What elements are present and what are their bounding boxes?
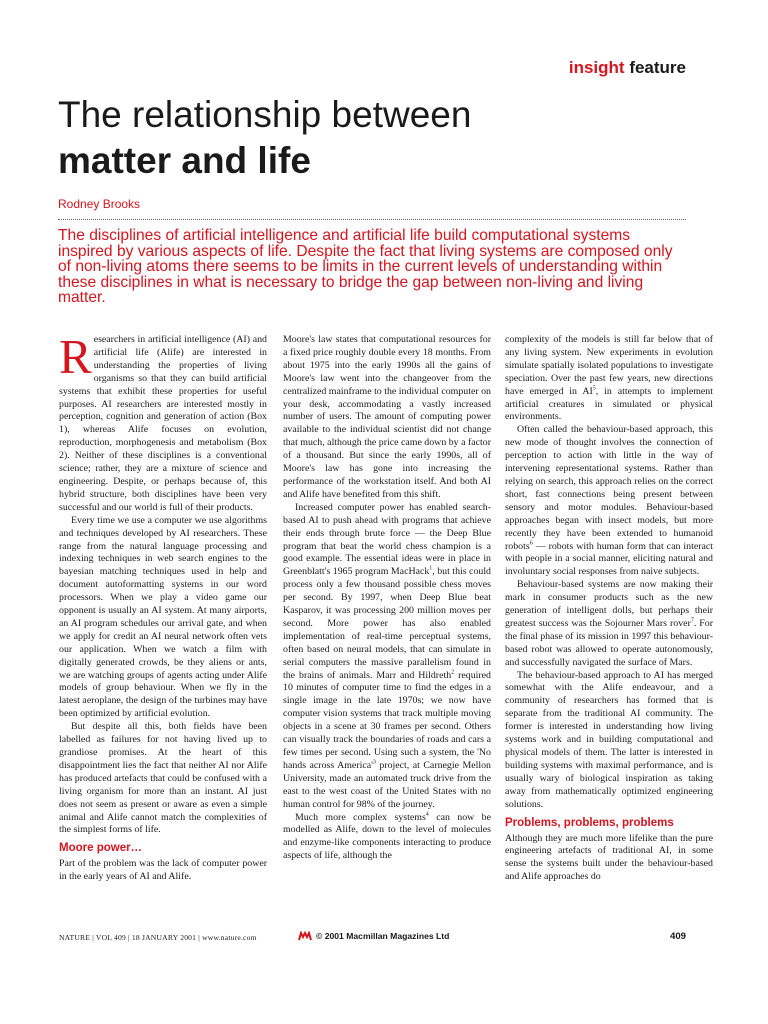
- reference-marker: 1: [429, 566, 433, 573]
- reference-marker: 5: [592, 385, 596, 392]
- section-rest: feature: [629, 58, 686, 77]
- paragraph: Part of the problem was the lack of computer power in the early years of AI and Alife.: [59, 858, 267, 883]
- reference-marker: 7: [690, 617, 694, 624]
- macmillan-logo-icon: [298, 931, 312, 941]
- reference-marker: 6: [529, 540, 533, 547]
- paragraph: Researchers in artificial intelligence (AI) and artificial life (Alife) are interested in understanding the properties of living organisms so that they can build artificial systems that exhibit these properties for useful purposes. AI researchers are interested mostly in perception, cognition and generation of action (Box 1), whereas Alife focuses on evolution, reproduction, morphogenesis and metabolism (Box 2). Neither of these disciplines is a conventional science; rather, they are a mixture of science and engineering. Despite, or perhaps because of, this hybrid structure, both disciplines have been very successful and our world is full of their products.: [59, 329, 267, 513]
- paragraph: Every time we use a computer we use algorithms and techniques developed by AI researchers. These range from the natural language processing and indexing techniques in web search engines to the bayesian matching techniques used in help and document autoformatting systems in our word processors. When we play a video game our opponent is usually an AI system. At many airports, an AI program schedules our arrival gate, and when we apply for credit an AI neural network often vets our application. When we watch a film with digitally generated crowds, be they aliens or ants, we are watching groups of agents acting under Alife models of group behaviour. When we fly in the latest aeroplane, the design of the turbines may have been optimized by artificial evolution.: [59, 514, 267, 720]
- paragraph: complexity of the models is still far below that of any living system. New experiments in evolution simulate spatially isolated populations to investigate speciation. Over the past few years, new directions have emerged in $AI^5$, in attempts to implement artificial creatures in simulated or physical environments.: [505, 334, 713, 423]
- paragraph: Often called the behaviour-based approach, this new mode of thought involves the connection of perception to action with little in the way of intervening representational systems. Rather than relying on search, this approach relies on the correct short, fast connections being present between sensory and motor modules. Behaviour-based approaches began with insect models, but more recently they have been extended to humanoid robots$^6$ — robots with human form that can interact with people in a social manner, eliciting natural and involuntary social responses from naive subjects.: [505, 424, 713, 578]
- reference-marker: 2: [451, 669, 455, 676]
- body-column-3: [505, 334, 713, 884]
- journal-footer: NATURE | VOL 409 | 18 JANUARY 2001 | www.nature.com: [59, 933, 257, 942]
- author-name: Rodney Brooks: [58, 197, 141, 211]
- paragraph: The behaviour-based approach to AI has merged somewhat with the Alife endeavour, and a community of researchers has formed that is separate from the traditional AI community. The former is interested in understanding how living systems work and in building computational and physical models of them. The latter is interested in building systems with maximal performance, and is usually wary of biological inspiration as taking away from mathematically optimized engineering solutions.: [505, 669, 713, 810]
- section-heading-problems: Problems, problems, problems: [505, 816, 674, 829]
- paragraph: Behaviour-based systems are now making their mark in consumer products such as the new generation of intelligent dolls, but perhaps their greatest success was the Sojourner Mars rover$^7$. For the final phase of its mission in 1997 this behaviour-based robot was allowed to operate autonomously, and successfully navigated the surface of Mars.: [505, 579, 713, 668]
- abstract: The disciplines of artificial intelligence and artificial life build computational systems inspired by various aspects of life. Despite the fact that living systems are composed only of non-living atoms there seems to be limits in the current levels of understanding within these disciplines in what is necessary to bridge the gap between non-living and living matter.: [58, 227, 673, 306]
- body-column-1: [59, 329, 267, 884]
- paragraph: Although they are much more lifelike than the pure engineering artefacts of traditional AI, in some sense the systems built under the behaviour-based and Alife approaches do: [505, 832, 713, 883]
- dotted-divider: [58, 219, 686, 220]
- section-heading-moore-power: Moore power…: [59, 842, 143, 855]
- paragraph: Much more complex systems$^4$ can now be modelled as Alife, down to the level of molecules and enzyme-like components interacting to produce aspects of life, although the: [283, 811, 492, 862]
- paragraph: Increased computer power has enabled search-based AI to push ahead with programs that achieve their ends through brute force — the Deep Blue program that beat the world chess champion is a good example. The essential ideas were in place in Greenblatt's 1965 program MacHack$^1$, but this could process only a few thousand possible chess moves per second. By 1997, when Deep Blue beat Kasparov, it was processing 200 million moves per second. More power has also enabled implementation of real-time perceptual systems, often based on neural models, that can simulate in serial computers the massive parallelism found in the brains of animals. Marr and Hildreth$^2$ required 10 minutes of computer time to find the edges in a single image in the late 1970s; we now have computer vision systems that track multiple moving objects in a scene at 30 frames per second. Others can visually track the boundaries of roads and cars a few times per second. Using such a system, the 'No hands across $America'^3$ project, at Carnegie Mellon University, made an automated truck drive from the east to the west coast of the United States with no human control for 98% of the journey.: [283, 501, 491, 810]
- paragraph: Moore's law states that computational resources for a fixed price roughly double every 18 months. From about 1975 into the early 1990s all the gains of Moore's law went into the changeover from the centralized mainframe to the individual computer on your desk, accommodating a vastly increased number of users. The amount of computing power available to the individual scientist did not change that much, although the price came down by a factor of a thousand. But since the early 1990s, all of Moore's law has gone into increasing the performance of the workstation itself. And both AI and Alife have benefited from this shift.: [283, 334, 491, 500]
- title-line-1: The relationship between: [58, 94, 472, 135]
- copyright-footer: © 2001 Macmillan Magazines Ltd: [298, 931, 449, 941]
- title-line-2: matter and life: [58, 140, 311, 181]
- body-column-2: [283, 334, 491, 863]
- section-highlight: insight: [568, 58, 625, 77]
- drop-cap: R: [59, 329, 92, 384]
- reference-marker: 4: [425, 811, 429, 818]
- section-label: [569, 58, 686, 78]
- reference-marker: 3: [372, 759, 376, 766]
- page-number: 409: [669, 931, 686, 942]
- paragraph: But despite all this, both fields have been labelled as failures for not having lived up to grandiose promises. At the heart of this disappointment lies the fact that neither AI nor Alife has produced artefacts that could be confused with a living organism for more than an instant. AI just does not seem as present or aware as even a simple animal and Alife cannot match the complexities of the simplest forms of life.: [59, 721, 267, 836]
